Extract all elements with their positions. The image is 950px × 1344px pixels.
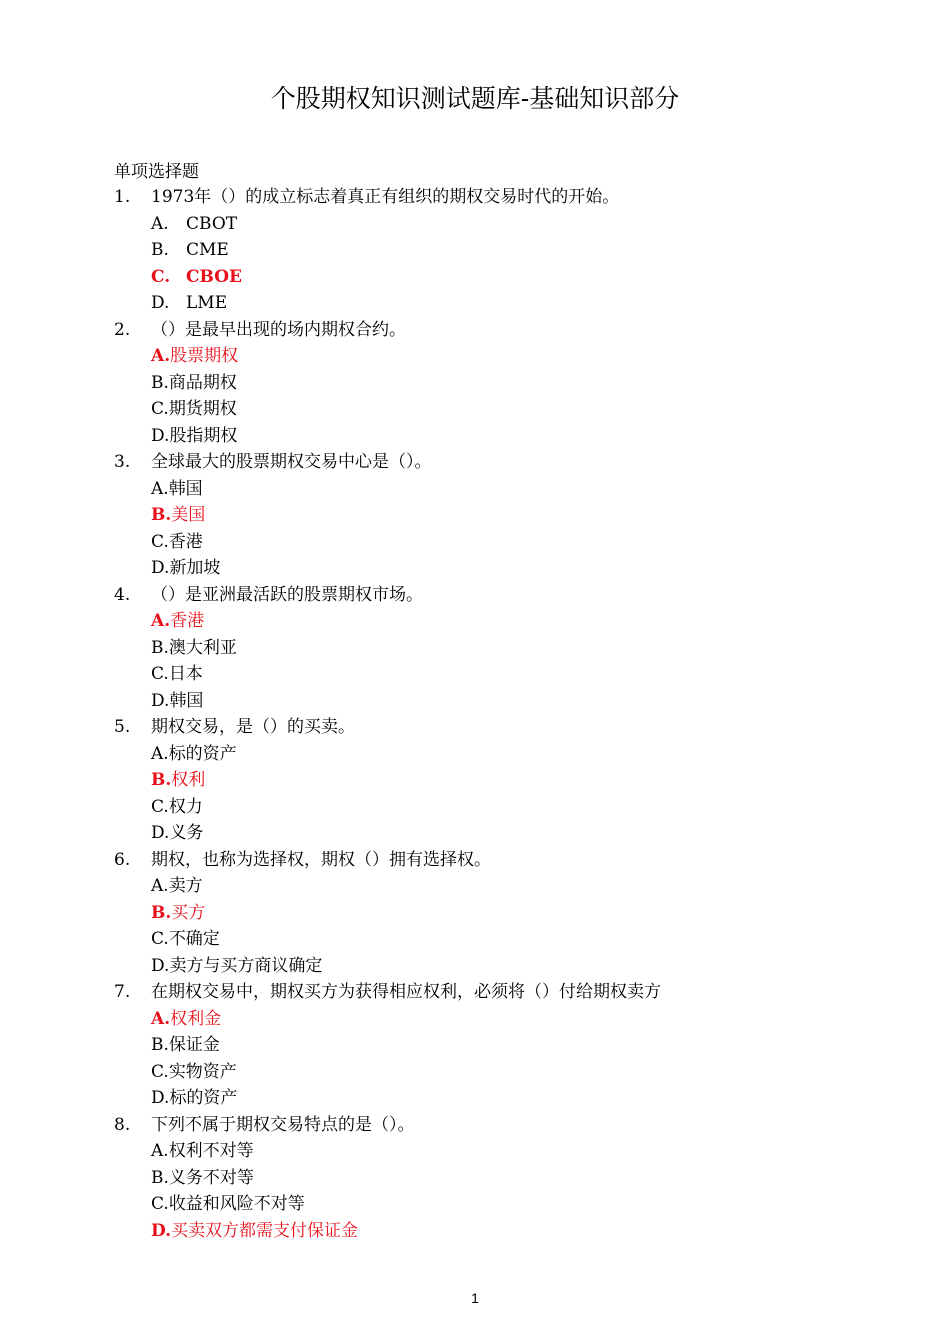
option-text: 标的资产: [168, 743, 237, 764]
answer-option: [0, 476, 950, 503]
option-letter: A.: [151, 346, 171, 366]
option: [151, 290, 227, 317]
option-letter: D.: [151, 955, 170, 976]
option-letter: D.: [151, 1220, 172, 1241]
option: [151, 794, 203, 821]
answer-option: [0, 211, 950, 238]
option: [151, 1138, 254, 1165]
answer-option: [0, 290, 950, 317]
question-number: 6.: [114, 849, 131, 870]
document-title: 个股期权知识测试题库-基础知识部分: [270, 84, 680, 113]
option-text: 保证金: [168, 1035, 220, 1055]
option-text: 买方: [171, 902, 206, 923]
option: [151, 1032, 220, 1059]
option-letter: C.: [151, 1061, 169, 1082]
option-text: 香港: [168, 531, 203, 552]
option-text: 股票期权: [170, 346, 239, 366]
option-text: 卖方: [168, 876, 203, 896]
option-text: 收益和风险不对等: [168, 1194, 305, 1214]
answer-option: [0, 953, 950, 980]
option-text: CBOE: [186, 266, 242, 287]
option-letter: B.: [151, 240, 169, 260]
question-stem: [0, 582, 950, 609]
answer-option: [0, 741, 950, 768]
option-text: 商品期权: [168, 372, 237, 393]
question-number: 3.: [114, 452, 131, 472]
answer-option: [0, 900, 950, 927]
option-text: 标的资产: [169, 1088, 238, 1108]
answer-option: [0, 555, 950, 582]
question-list: [0, 184, 950, 1244]
answer-option: [0, 502, 950, 529]
option-text: 澳大利亚: [168, 637, 237, 658]
answer-option: [0, 820, 950, 847]
option-letter: A.: [151, 1008, 171, 1029]
option-letter: D.: [151, 823, 170, 843]
option-text: LME: [186, 293, 228, 313]
option: [151, 370, 237, 397]
option-text: 日本: [168, 664, 203, 684]
option-text: 卖方与买方商议确定: [169, 955, 323, 976]
correct-option: [151, 1006, 221, 1033]
option-text: 股指期权: [169, 425, 238, 446]
option: [151, 1191, 305, 1218]
answer-option: [0, 873, 950, 900]
option-text: 义务不对等: [168, 1167, 254, 1188]
question-text: 下列不属于期权交易特点的是（）。: [151, 1114, 415, 1135]
option-letter: B.: [151, 637, 169, 658]
option-letter: B.: [151, 372, 169, 393]
question-number: 1.: [114, 187, 131, 207]
answer-option: [0, 1006, 950, 1033]
correct-option: [151, 1218, 358, 1245]
option-letter: A.: [151, 611, 171, 631]
option-text: CBOT: [186, 213, 238, 234]
answer-option: [0, 661, 950, 688]
option-text: 韩国: [168, 478, 203, 499]
answer-option: [0, 423, 950, 450]
option-letter: A.: [151, 743, 169, 764]
option-letter: B.: [151, 770, 172, 790]
option: [151, 1059, 237, 1086]
question-stem: [0, 317, 950, 344]
option-text: 期货期权: [168, 399, 237, 419]
question-stem: [0, 184, 950, 211]
correct-option: [151, 900, 205, 927]
option-letter: D.: [151, 293, 170, 313]
correct-option: [151, 264, 242, 291]
option-text: 权利金: [170, 1008, 222, 1029]
question-text: 全球最大的股票期权交易中心是（）。: [151, 452, 432, 472]
option: [151, 741, 237, 768]
answer-option: [0, 608, 950, 635]
question-stem: [0, 979, 950, 1006]
page-number: 1: [471, 1290, 479, 1306]
option-letter: C.: [151, 929, 169, 949]
option-letter: B.: [151, 1035, 169, 1055]
option-letter: A.: [151, 1141, 169, 1161]
option-text: 新加坡: [169, 558, 221, 578]
option: [151, 926, 220, 953]
question-stem: [0, 847, 950, 874]
option-letter: D.: [151, 425, 170, 446]
option-text: 实物资产: [168, 1061, 237, 1082]
option-letter: A.: [151, 478, 169, 499]
option: [151, 211, 237, 238]
option-letter: D.: [151, 690, 170, 711]
option: [151, 820, 203, 847]
question-number: 4.: [114, 584, 131, 605]
option-text: 买卖双方都需支付保证金: [171, 1220, 359, 1241]
option-letter: D.: [151, 1088, 170, 1108]
option-text: 韩国: [169, 690, 204, 711]
question-text: 1973年（）的成立标志着真正有组织的期权交易时代的开始。: [151, 187, 620, 207]
answer-option: [0, 1085, 950, 1112]
answer-option: [0, 343, 950, 370]
correct-option: [151, 767, 205, 794]
option-text: 权利: [171, 770, 206, 790]
correct-option: [151, 502, 205, 529]
option-letter: C.: [151, 664, 169, 684]
question-number: 7.: [114, 982, 131, 1002]
answer-option: [0, 688, 950, 715]
question-number: 5.: [114, 717, 131, 737]
option-letter: C.: [151, 531, 169, 552]
option-letter: B.: [151, 902, 172, 923]
option: [151, 635, 237, 662]
correct-option: [151, 608, 204, 635]
option: [151, 237, 229, 264]
answer-option: [0, 1059, 950, 1086]
option-text: 义务: [169, 823, 204, 843]
option-letter: C.: [151, 1194, 169, 1214]
question-stem: [0, 449, 950, 476]
answer-option: [0, 264, 950, 291]
option: [151, 396, 237, 423]
option: [151, 529, 203, 556]
correct-option: [151, 343, 238, 370]
answer-option: [0, 237, 950, 264]
answer-option: [0, 396, 950, 423]
option: [151, 555, 220, 582]
answer-option: [0, 635, 950, 662]
option-text: 香港: [170, 611, 205, 631]
question-stem: [0, 714, 950, 741]
section-heading: 单项选择题: [114, 162, 199, 182]
option-letter: D.: [151, 558, 170, 578]
answer-option: [0, 926, 950, 953]
option-text: 权利不对等: [168, 1141, 254, 1161]
question-text: （）是亚洲最活跃的股票期权市场。: [151, 584, 423, 605]
option-text: 美国: [171, 505, 206, 525]
answer-option: [0, 1165, 950, 1192]
question-text: 在期权交易中，期权买方为获得相应权利，必须将（）付给期权卖方: [151, 982, 661, 1002]
option: [151, 953, 322, 980]
option: [151, 873, 203, 900]
answer-option: [0, 767, 950, 794]
option: [151, 476, 203, 503]
option: [151, 1085, 237, 1112]
option-letter: A.: [151, 213, 169, 234]
answer-option: [0, 370, 950, 397]
option-text: 权力: [168, 796, 203, 817]
option-letter: C.: [151, 266, 171, 287]
question-text: 期权，也称为选择权，期权（）拥有选择权。: [151, 849, 491, 870]
option-letter: A.: [151, 876, 169, 896]
answer-option: [0, 1191, 950, 1218]
option-text: CME: [186, 240, 229, 260]
option-letter: C.: [151, 796, 169, 817]
question-number: 2.: [114, 319, 131, 340]
answer-option: [0, 794, 950, 821]
answer-option: [0, 529, 950, 556]
option-letter: C.: [151, 399, 169, 419]
question-number: 8.: [114, 1114, 131, 1135]
question-text: （）是最早出现的场内期权合约。: [151, 319, 406, 340]
option: [151, 1165, 254, 1192]
answer-option: [0, 1032, 950, 1059]
option: [151, 688, 203, 715]
question-stem: [0, 1112, 950, 1139]
option-text: 不确定: [168, 929, 220, 949]
answer-option: [0, 1218, 950, 1245]
option: [151, 423, 237, 450]
option-letter: B.: [151, 505, 172, 525]
question-text: 期权交易，是（）的买卖。: [151, 717, 355, 737]
option-letter: B.: [151, 1167, 169, 1188]
option: [151, 661, 203, 688]
answer-option: [0, 1138, 950, 1165]
